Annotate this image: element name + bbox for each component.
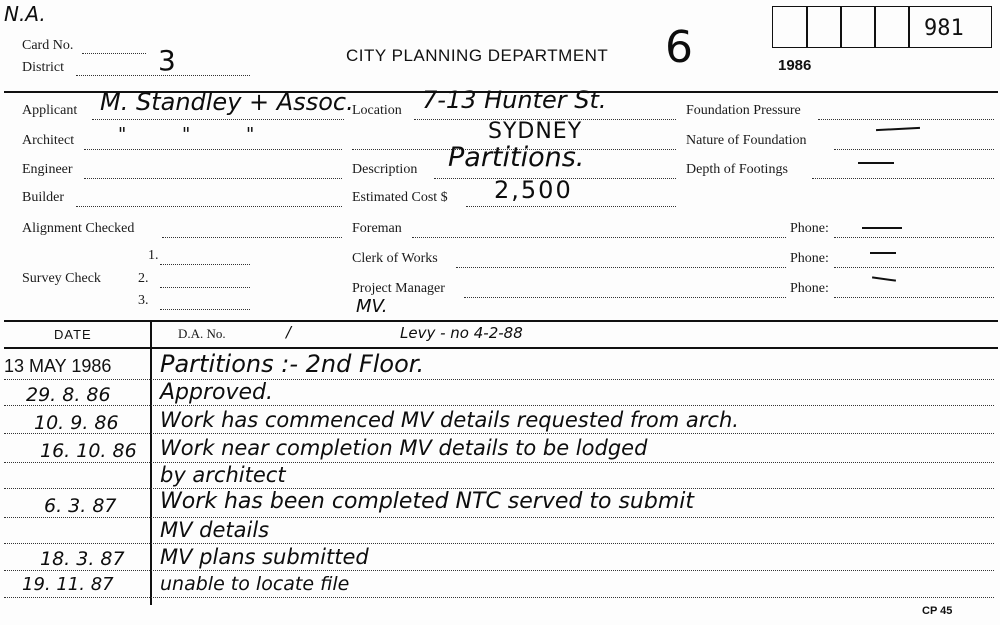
nature-foundation-label: Nature of Foundation (686, 133, 807, 148)
levy-note: Levy - no 4-2-88 (400, 324, 523, 342)
pm-label: Project Manager (352, 281, 445, 296)
survey-1-label: 1. (148, 248, 159, 263)
log-text: MV plans submitted (160, 545, 369, 569)
applicant-label: Applicant (22, 103, 78, 118)
log-top-rule (4, 320, 998, 322)
log-date: 6. 3. 87 (44, 495, 117, 517)
pm-phone-dash (872, 276, 896, 281)
clerk-phone-dash (870, 252, 896, 254)
engineer-line (84, 177, 342, 179)
clerk-phone-line (834, 266, 994, 268)
log-text: Approved. (160, 380, 273, 405)
log-row-line (4, 378, 994, 380)
log-row-line (4, 432, 994, 434)
box-divider (874, 6, 876, 47)
builder-line (76, 205, 342, 207)
log-row-line (4, 596, 994, 598)
log-row-line (4, 404, 994, 406)
log-date: 13 MAY 1986 (4, 356, 112, 376)
survey-2-line (160, 286, 250, 288)
foreman-label: Foreman (352, 221, 402, 236)
cost-value: 2,500 (494, 176, 573, 204)
box-divider (806, 6, 808, 47)
cost-label: Estimated Cost $ (352, 190, 448, 205)
log-date: 18. 3. 87 (40, 548, 125, 570)
date-header: DATE (54, 327, 92, 342)
card-number: 981 (924, 16, 964, 41)
foreman-phone-label: Phone: (790, 221, 829, 236)
foreman-phone-line (834, 236, 994, 238)
nature-foundation-line (834, 148, 994, 150)
foundation-pressure-label: Foundation Pressure (686, 103, 801, 118)
survey-3-line (160, 308, 250, 310)
alignment-line (162, 236, 342, 238)
location-value-2: SYDNEY (488, 119, 583, 144)
card-no-label: Card No. (22, 38, 74, 53)
da-value: / (286, 323, 292, 341)
clerk-phone-label: Phone: (790, 251, 829, 266)
log-text: Work has been completed NTC served to submit (160, 489, 694, 514)
log-row-line (4, 461, 994, 463)
log-row-line (4, 569, 994, 571)
log-row-line (4, 516, 994, 518)
clerk-line (456, 266, 786, 268)
survey-2-label: 2. (138, 271, 149, 286)
survey-1-line (160, 263, 250, 265)
description-label: Description (352, 162, 418, 177)
log-date: 29. 8. 86 (26, 384, 111, 406)
architect-label: Architect (22, 133, 75, 148)
da-label: D.A. No. (178, 326, 226, 341)
box-divider (908, 6, 910, 47)
applicant-line (92, 118, 344, 120)
depth-footings-label: Depth of Footings (686, 162, 788, 177)
clerk-label: Clerk of Works (352, 251, 438, 266)
form-code: CP 45 (922, 605, 953, 617)
engineer-label: Engineer (22, 162, 73, 177)
log-header-rule (4, 347, 998, 349)
log-text: by architect (160, 463, 286, 487)
depth-footings-line (812, 177, 994, 179)
foreman-phone-dash (862, 227, 902, 229)
cost-line (466, 205, 676, 207)
builder-label: Builder (22, 190, 64, 205)
nature-dash (876, 127, 920, 131)
description-value: Partitions. (448, 142, 585, 173)
applicant-value: M. Standley + Assoc. (100, 88, 354, 116)
survey-3-label: 3. (138, 293, 149, 308)
handwritten-code: N.A. (4, 2, 46, 26)
log-text: Work has commenced MV details requested from arch. (160, 408, 739, 432)
log-text: MV details (160, 518, 270, 542)
year-label: 1986 (778, 57, 812, 74)
log-text: Work near completion MV details to be lodged (160, 436, 648, 460)
log-date: 19. 11. 87 (22, 574, 114, 595)
pm-line (464, 296, 786, 298)
pm-phone-line (834, 296, 994, 298)
architect-value: " " " (118, 124, 255, 145)
depth-dash (858, 162, 894, 164)
location-label: Location (352, 103, 402, 118)
log-date: 16. 10. 86 (40, 440, 137, 462)
district-value: 3 (158, 44, 176, 77)
location-value: 7-13 Hunter St. (422, 86, 607, 114)
log-text: Partitions :- 2nd Floor. (160, 350, 425, 378)
pm-phone-label: Phone: (790, 281, 829, 296)
foundation-pressure-line (818, 118, 994, 120)
log-row-line (4, 542, 994, 544)
architect-line (84, 148, 342, 150)
district-label: District (22, 60, 64, 75)
alignment-label: Alignment Checked (22, 221, 135, 236)
log-date: 10. 9. 86 (34, 412, 119, 434)
foreman-line (412, 236, 786, 238)
box-divider (840, 6, 842, 47)
dept-number: 6 (665, 22, 693, 73)
survey-label: Survey Check (22, 271, 101, 286)
log-text: unable to locate file (160, 573, 350, 595)
department-title: CITY PLANNING DEPARTMENT (346, 46, 609, 65)
card-no-line (82, 52, 146, 54)
pm-value: MV. (356, 296, 388, 317)
